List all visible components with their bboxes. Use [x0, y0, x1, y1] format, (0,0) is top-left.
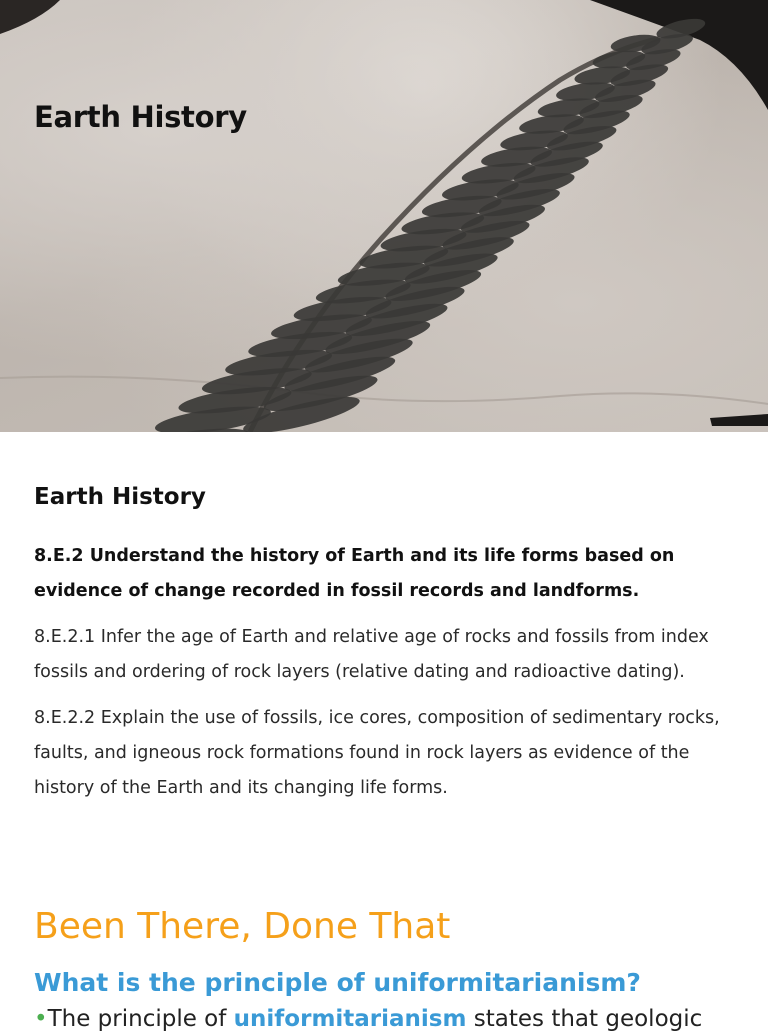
bullet-item — [34, 1006, 702, 1032]
hero-title: Earth History — [34, 100, 247, 134]
bullet-text-end: states that geologic — [466, 1006, 703, 1032]
rock-shadow-top-left — [0, 0, 60, 34]
rock-crack — [0, 377, 768, 404]
standard-statement: 8.E.2 Understand the history of Earth and its life forms based on evidence of change recorded in fossil records and landforms. — [34, 546, 675, 601]
rock-edge — [710, 414, 768, 426]
hero-slide — [0, 0, 768, 432]
fern-fossil — [130, 15, 707, 432]
bullet-text-start: The principle of — [47, 1006, 234, 1032]
slide-question: What is the principle of uniformitarianism? — [34, 968, 641, 997]
bullet-dot-icon: • — [34, 1006, 48, 1032]
bullet-highlight: uniformitarianism — [233, 1006, 467, 1032]
slide-title: Been There, Done That — [34, 906, 451, 947]
fern-fossil-icon — [0, 0, 768, 432]
objective-paragraph-1: 8.E.2.1 Infer the age of Earth and relative age of rocks and fossils from index fossils and ordering of rock layers (relative dating and radioactive dating). — [34, 627, 709, 682]
section-title: Earth History — [34, 484, 206, 510]
objective-paragraph-2: 8.E.2.2 Explain the use of fossils, ice cores, composition of sedimentary rocks, faults, and igneous rock formations found in rock layers as evidence of the history of the Earth and its changing life forms. — [34, 708, 720, 798]
